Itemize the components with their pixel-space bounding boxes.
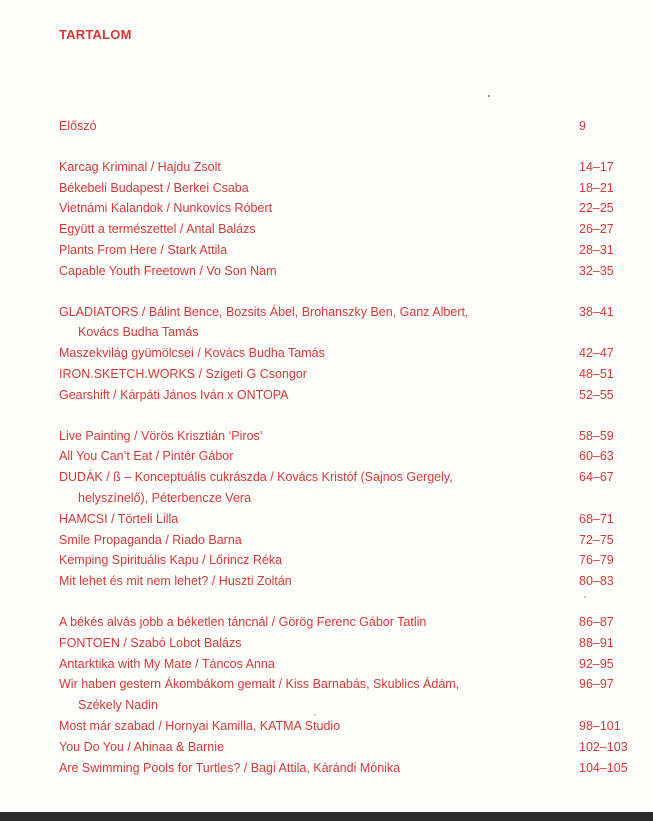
toc-entry <box>59 364 639 385</box>
toc-entry-title-line: Antarktika with My Mate / Táncos Anna <box>59 656 275 671</box>
toc-entry-title <box>59 240 529 261</box>
toc-entry-title-line: A békés alvás jobb a béketlen táncnál / Görög Ferenc Gábor Tatlin <box>59 614 427 629</box>
toc-entry <box>59 550 639 571</box>
toc-entry-title-line: GLADIATORS / Bálint Bence, Bozsits Ábel, Brohanszky Ben, Ganz Albert, <box>59 304 469 319</box>
toc-group <box>59 157 639 282</box>
toc-entry-title <box>59 157 529 178</box>
toc-entry-title <box>59 219 529 240</box>
toc-entry-title <box>59 198 529 219</box>
toc-entry-pages: 104–105 <box>579 760 628 775</box>
toc-entry <box>59 116 639 137</box>
toc-entry-title <box>59 302 529 344</box>
toc-entry <box>59 571 639 592</box>
toc-entry <box>59 758 639 779</box>
toc-entry-title-line: Karcag Kriminal / Hajdu Zsolt <box>59 159 221 174</box>
toc-entry-pages: 60–63 <box>579 449 614 464</box>
toc-entry-pages: 18–21 <box>579 180 614 195</box>
toc-entry-title-line: All You Can’t Eat / Pintér Gábor <box>59 449 234 464</box>
toc-entry-pages: 22–25 <box>579 201 614 216</box>
toc-entry-title-line: Vietnámi Kalandok / Nunkovics Róbert <box>59 201 273 216</box>
toc-entry-title-line: Live Painting / Vörös Krisztián ‘Piros’ <box>59 428 263 443</box>
toc-entry-pages: 92–95 <box>579 656 614 671</box>
toc-entry-title-line: Békebeli Budapest / Berkei Csaba <box>59 180 249 195</box>
toc-entry-title-continuation: helyszínelő), Péterbencze Vera <box>78 490 252 505</box>
toc-entry-title <box>59 654 529 675</box>
toc-entry-pages: 88–91 <box>579 635 614 650</box>
toc-entry-title-line: Plants From Here / Stark Attila <box>59 242 228 257</box>
toc-entry <box>59 198 639 219</box>
toc-entry-title <box>59 509 529 530</box>
toc-entry <box>59 446 639 467</box>
toc-entry-title-line: Együtt a természettel / Antal Balázs <box>59 222 256 237</box>
toc-group <box>59 116 639 137</box>
toc-entry <box>59 612 639 633</box>
scan-edge <box>0 812 653 821</box>
toc-entry-title <box>59 364 529 385</box>
toc-entry-title-line: Előszó <box>59 119 97 133</box>
toc-entry-pages: 28–31 <box>579 242 614 257</box>
toc-entry-title <box>59 550 529 571</box>
toc-entry-pages: 14–17 <box>579 159 614 174</box>
toc-entry-pages: 68–71 <box>579 511 614 526</box>
toc-entry-title <box>59 758 529 779</box>
toc-entry-title-line: FONTOEN / Szabó Lobot Balázs <box>59 635 242 650</box>
toc-entry <box>59 716 639 737</box>
toc-entry-title <box>59 530 529 551</box>
toc-entry-title-line: Maszekvilág gyümölcsei / Kovács Budha Tamás <box>59 346 325 361</box>
toc-entry <box>59 343 639 364</box>
toc-entry-pages: 38–41 <box>579 304 614 319</box>
toc-entry-title-line: You Do You / Ahinaa & Barnie <box>59 739 224 754</box>
toc-entry <box>59 426 639 447</box>
toc-group <box>59 302 639 406</box>
toc-entry-title-line: Capable Youth Freetown / Vo Son Nam <box>59 263 277 278</box>
toc-entry-title-line: Smile Propaganda / Riado Barna <box>59 532 242 547</box>
toc-entry-title <box>59 116 529 137</box>
toc-entry-title <box>59 737 529 758</box>
toc-entry-pages: 86–87 <box>579 614 614 629</box>
toc-entry-title-line: Are Swimming Pools for Turtles? / Bagi Attila, Kárándi Mónika <box>59 760 401 775</box>
toc-entry-title <box>59 467 529 509</box>
toc-entry-pages: 9 <box>579 119 586 133</box>
toc-entry-title <box>59 385 529 406</box>
toc-entry-title-line: HAMCSI / Törteli Lilla <box>59 511 179 526</box>
toc-entry-pages: 72–75 <box>579 532 614 547</box>
toc-entry-title-line: Gearshift / Kárpáti János Iván x ONTOPA <box>59 387 289 402</box>
toc-entry-pages: 98–101 <box>579 718 621 733</box>
paper-speck <box>488 95 490 97</box>
toc-entry <box>59 261 639 282</box>
toc-entry-pages: 26–27 <box>579 222 614 237</box>
toc-entry <box>59 737 639 758</box>
toc-entry <box>59 178 639 199</box>
toc-entry-title <box>59 571 529 592</box>
toc-entry-title-line: Kemping Spirituális Kapu / Lőrincz Réka <box>59 553 283 568</box>
toc-entry-title <box>59 716 529 737</box>
toc-entry-title-continuation: Kovács Budha Tamás <box>78 325 199 340</box>
toc-entry <box>59 530 639 551</box>
toc-entry <box>59 240 639 261</box>
toc-entry <box>59 157 639 178</box>
toc-entry-title <box>59 426 529 447</box>
toc-entry-title-continuation: Székely Nadin <box>78 698 158 713</box>
toc-entry-pages: 48–51 <box>579 366 614 381</box>
toc-entry <box>59 219 639 240</box>
toc-group <box>59 612 639 778</box>
toc-entry-pages: 102–103 <box>579 739 628 754</box>
toc-entry <box>59 654 639 675</box>
toc-entry-pages: 58–59 <box>579 428 614 443</box>
toc-entry-pages: 76–79 <box>579 553 614 568</box>
toc-entry <box>59 633 639 654</box>
toc-entry-title <box>59 674 529 716</box>
toc-entry-title <box>59 343 529 364</box>
toc-entry-title <box>59 261 529 282</box>
toc-entry-pages: 42–47 <box>579 346 614 361</box>
toc-entry-title <box>59 612 529 633</box>
toc-entry-title <box>59 178 529 199</box>
toc-entry-title-line: Most már szabad / Hornyai Kamilla, KATMA Studio <box>59 718 341 733</box>
toc-entry <box>59 302 639 344</box>
toc-title: TARTALOM <box>59 27 132 42</box>
toc-entry-title-line: DUDÁK / ß – Konceptuális cukrászda / Kovács Kristóf (Sajnos Gergely, <box>59 470 453 485</box>
toc-entry-title-line: Wir haben gestern Ákombákom gemalt / Kiss Barnabás, Skublics Ádám, <box>59 677 460 692</box>
toc-entry-pages: 96–97 <box>579 677 614 692</box>
table-of-contents <box>59 116 639 798</box>
toc-entry <box>59 467 639 509</box>
toc-entry-title <box>59 633 529 654</box>
toc-entry-title <box>59 446 529 467</box>
toc-entry <box>59 385 639 406</box>
toc-entry-pages: 80–83 <box>579 574 614 589</box>
toc-entry <box>59 509 639 530</box>
toc-entry-pages: 52–55 <box>579 387 614 402</box>
toc-entry-pages: 64–67 <box>579 470 614 485</box>
toc-entry-pages: 32–35 <box>579 263 614 278</box>
toc-entry <box>59 674 639 716</box>
toc-entry-title-line: IRON.SKETCH.WORKS / Szigeti G Csongor <box>59 366 307 381</box>
toc-entry-title-line: Mit lehet és mit nem lehet? / Huszti Zoltán <box>59 574 292 589</box>
toc-group <box>59 426 639 592</box>
